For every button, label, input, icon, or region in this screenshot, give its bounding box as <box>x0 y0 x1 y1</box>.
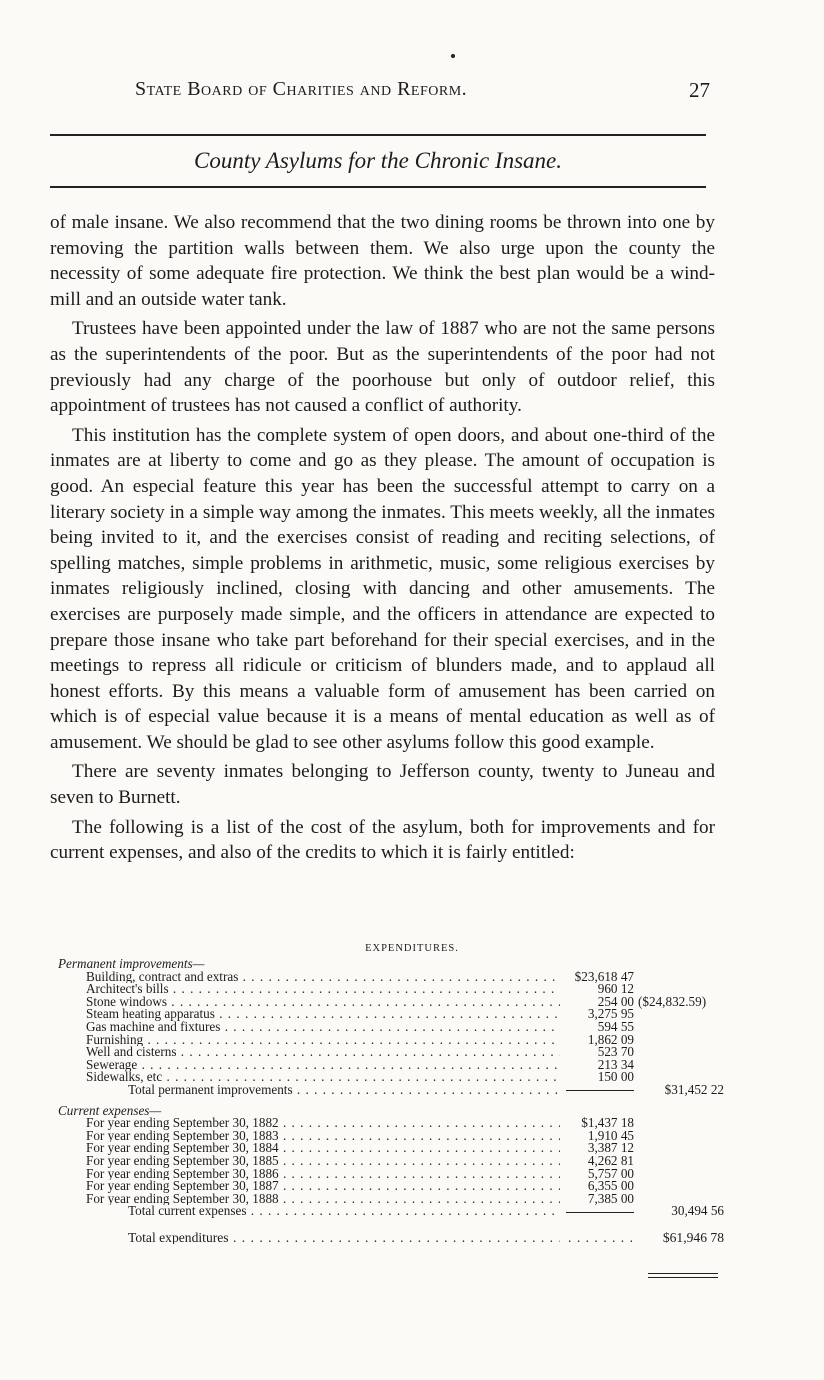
ledger-row-label: Sidewalks, etc . . . <box>86 1071 560 1084</box>
ledger-row-amount: 1,910 45 <box>587 1127 634 1143</box>
rule-dash <box>554 1084 634 1097</box>
ledger-row-amount: $23,618 47 <box>574 968 634 984</box>
grand-total-row <box>58 1229 728 1245</box>
expenditures-ledger <box>58 958 728 1244</box>
ledger-row-label: Furnishing . . . <box>86 1034 560 1047</box>
ink-dot <box>451 54 455 58</box>
ledger-row-label: For year ending September 30, 1883 . . . <box>86 1130 560 1143</box>
ledger-row-label: Sewerage . . . <box>86 1059 560 1072</box>
paragraph-5: The following is a list of the cost of the asylum, both for improvements and for current expenses, and also of the credits to which it is fairly entitled: <box>50 816 715 864</box>
ledger-row-label: For year ending September 30, 1884 . . . <box>86 1142 560 1155</box>
body-text <box>50 210 715 870</box>
ledger-row-label: Building, contract and extras . . . <box>86 971 560 984</box>
permanent-improvements-label: Permanent improvements— <box>58 956 205 971</box>
ledger-row <box>58 1071 728 1084</box>
ledger-row-label: Steam heating apparatus . . . <box>86 1008 560 1021</box>
rule-dash <box>554 1205 634 1218</box>
paragraph-3: This institution has the complete system of open doors, and about one-third of the inmates are at liberty to come and go as they please. The amount of occupation is good. An especial feature this year has been the successful attempt to carry on a literary society in a simple way among the inmates. This meets weekly, all the inmates being invited to it, and the exercises consist of reading and reciting selections, of spelling matches, simple problems in arithmetic, music, some religious exercises by inmates religiously inclined, closing with dancing and other amusements. The exercises are purposely made simple, and the officers in attendance are expected to prepare those insane who take part beforehand for their special exercises, and in the meetings to repress all ridicule or criticism of blunders made, and to applaud all honest efforts. By this means a valuable form of amusement has been carried on which is of especial value because it is a means of mental education as well as of amusement. We should be glad to see other asylums follow this good example. <box>50 424 715 753</box>
current-expenses-label: Current expenses— <box>58 1102 162 1118</box>
paragraph-2: Trustees have been appointed under the law of 1887 who are not the same persons as the superintendents of the poor. But as the superintendents of the poor had not previously had any charge of the poorhouse but only of outdoor relief, this appointment of trustees has not caused a conflict of authority. <box>50 318 715 417</box>
ledger-row-amount: 594 55 <box>597 1018 634 1034</box>
ledger-row-label: For year ending September 30, 1887 . . . <box>86 1180 560 1193</box>
grand-total-amount: $61,946 78 <box>662 1229 724 1245</box>
ledger-row-amount: 3,387 12 <box>587 1140 634 1156</box>
header-rule-bottom <box>50 186 706 188</box>
section-title: County Asylums for the Chronic Insane. <box>194 148 562 173</box>
paragraph-1: of male insane. We also recommend that the two dining rooms be thrown into one by removing the partition walls between them. We also urge upon the county the necessity of some adequate fire protection. We think the best plan would be a wind-mill and an outside water tank. <box>50 212 715 310</box>
permanent-total-row <box>58 1081 728 1097</box>
grand-total-label: Total expenditures . . . <box>128 1232 560 1245</box>
ledger-row-amount: 150 00 <box>597 1069 634 1085</box>
ledger-row-label: For year ending September 30, 1888 . . . <box>86 1193 560 1206</box>
permanent-total-amount: $31,452 22 <box>664 1081 724 1097</box>
ledger-row-amount: 960 12 <box>597 981 634 997</box>
paragraph-4: There are seventy inmates belonging to Jefferson county, twenty to Juneau and seven to Burnett. <box>50 761 715 809</box>
ledger-row <box>58 1190 728 1206</box>
current-total-amount: 30,494 56 <box>671 1203 724 1219</box>
permanent-total-label: Total permanent improvements . . . <box>128 1084 560 1097</box>
ledger-row-amount: 5,757 00 <box>587 1165 634 1181</box>
ledger-row-label: Architect's bills . . . <box>86 983 560 996</box>
current-total-row <box>58 1205 728 1218</box>
ledger-row-amount: 4,262 81 <box>587 1152 634 1168</box>
ledger-row-amount: 3,275 95 <box>587 1006 634 1022</box>
ledger-row-amount: 523 70 <box>597 1044 634 1060</box>
ledger-row-label: Well and cisterns . . . <box>86 1046 560 1059</box>
ledger-row-amount: 7,385 00 <box>587 1190 634 1206</box>
ledger-row-amount: 254 00 <box>597 993 634 1009</box>
grand-total-leader: . . . . . . . . <box>568 1229 634 1245</box>
ledger-row-amount: 6,355 00 <box>587 1178 634 1194</box>
ledger-row-label: Gas machine and fixtures . . . <box>86 1021 560 1034</box>
running-head <box>135 78 710 106</box>
header-rule-top <box>50 134 706 136</box>
current-total-label: Total current expenses . . . <box>128 1205 560 1218</box>
ledger-row-label: Stone windows . . . <box>86 996 560 1009</box>
ledger-row-amount: $1,437 18 <box>581 1115 634 1131</box>
running-title: State Board of Charities and Reform. <box>135 78 468 100</box>
expenditures-heading: EXPENDITURES. <box>365 943 459 954</box>
ledger-row-label: For year ending September 30, 1882 . . . <box>86 1117 560 1130</box>
page-number: 27 <box>689 78 710 102</box>
double-rule-bottom <box>648 1277 718 1278</box>
ledger-row-amount: 1,862 09 <box>587 1031 634 1047</box>
double-rule-top <box>648 1273 718 1274</box>
ledger-row-note: ($24,832.59) <box>638 993 707 1009</box>
ledger-row-label: For year ending September 30, 1886 . . . <box>86 1168 560 1181</box>
ledger-row-amount: 213 34 <box>597 1056 634 1072</box>
ledger-row-label: For year ending September 30, 1885 . . . <box>86 1155 560 1168</box>
